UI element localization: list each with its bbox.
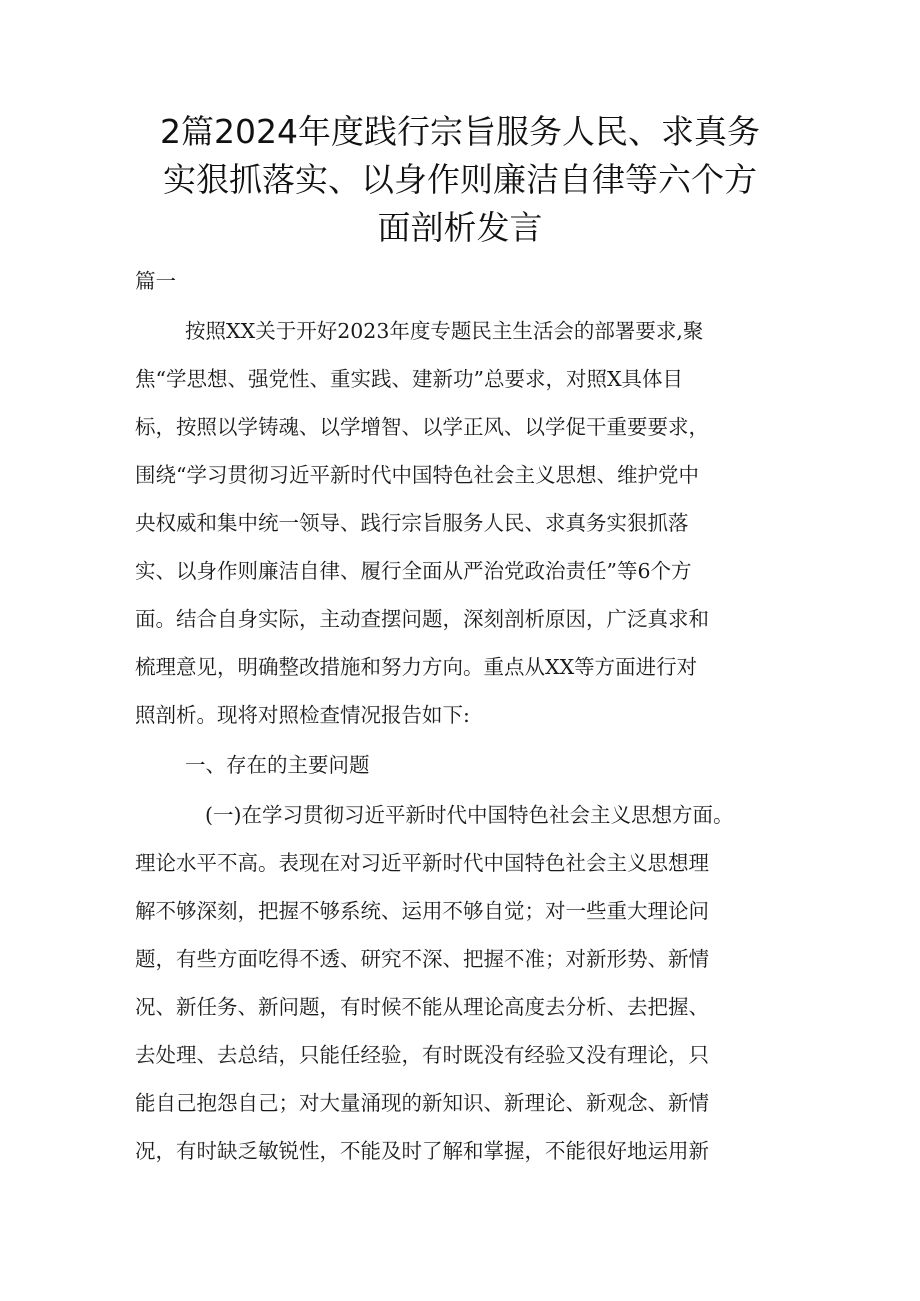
body-line: (一)在学习贯彻习近平新时代中国特色社会主义思想方面。 — [205, 803, 734, 827]
body-line: 梳理意见，明确整改措施和努力方向。重点从XX等方面进行对 — [135, 655, 698, 679]
document-title — [0, 108, 920, 252]
body-line: 标，按照以学铸魂、以学增智、以学正风、以学促干重要要求， — [135, 415, 709, 439]
title-line: 面剖析发言 — [377, 208, 543, 247]
body-line: 面。结合自身实际，主动查摆问题，深刻剖析原因，广泛真求和 — [135, 607, 709, 631]
body-line: 能自己抱怨自己；对大量涌现的新知识、新理论、新观念、新情 — [135, 1091, 709, 1115]
body-line: 焦“学思想、强党性、重实践、建新功”总要求，对照X具体目 — [135, 367, 684, 391]
body-line: 照剖析。现将对照检查情况报告如下: — [135, 703, 470, 727]
body-line: 按照XX关于开好2023年度专题民主生活会的部署要求,聚 — [185, 319, 704, 343]
body-line: 理论水平不高。表现在对习近平新时代中国特色社会主义思想理 — [135, 851, 709, 875]
title-line: 2篇2024年度践行宗旨服务人民、求真务 — [160, 112, 760, 151]
section-heading: 一、存在的主要问题 — [185, 753, 370, 777]
body-line: 围绕“学习贯彻习近平新时代中国特色社会主义思想、维护党中 — [135, 463, 699, 487]
body-line: 况、新任务、新问题，有时候不能从理论高度去分析、去把握、 — [135, 995, 709, 1019]
section-label: 篇一 — [135, 269, 176, 293]
body-line: 央权威和集中统一领导、践行宗旨服务人民、求真务实狠抓落 — [135, 511, 689, 535]
body-line: 况，有时缺乏敏锐性，不能及时了解和掌握，不能很好地运用新 — [135, 1139, 709, 1163]
body-line: 解不够深刻，把握不够系统、运用不够自觉；对一些重大理论问 — [135, 899, 709, 923]
body-line: 实、以身作则廉洁自律、履行全面从严治党政治责任”等6个方 — [135, 559, 692, 583]
body-line: 去处理、去总结，只能任经验，有时既没有经验又没有理论，只 — [135, 1043, 709, 1067]
body-line: 题，有些方面吃得不透、研究不深、把握不准；对新形势、新情 — [135, 947, 709, 971]
title-line: 实狠抓落实、以身作则廉洁自律等六个方 — [163, 160, 757, 199]
